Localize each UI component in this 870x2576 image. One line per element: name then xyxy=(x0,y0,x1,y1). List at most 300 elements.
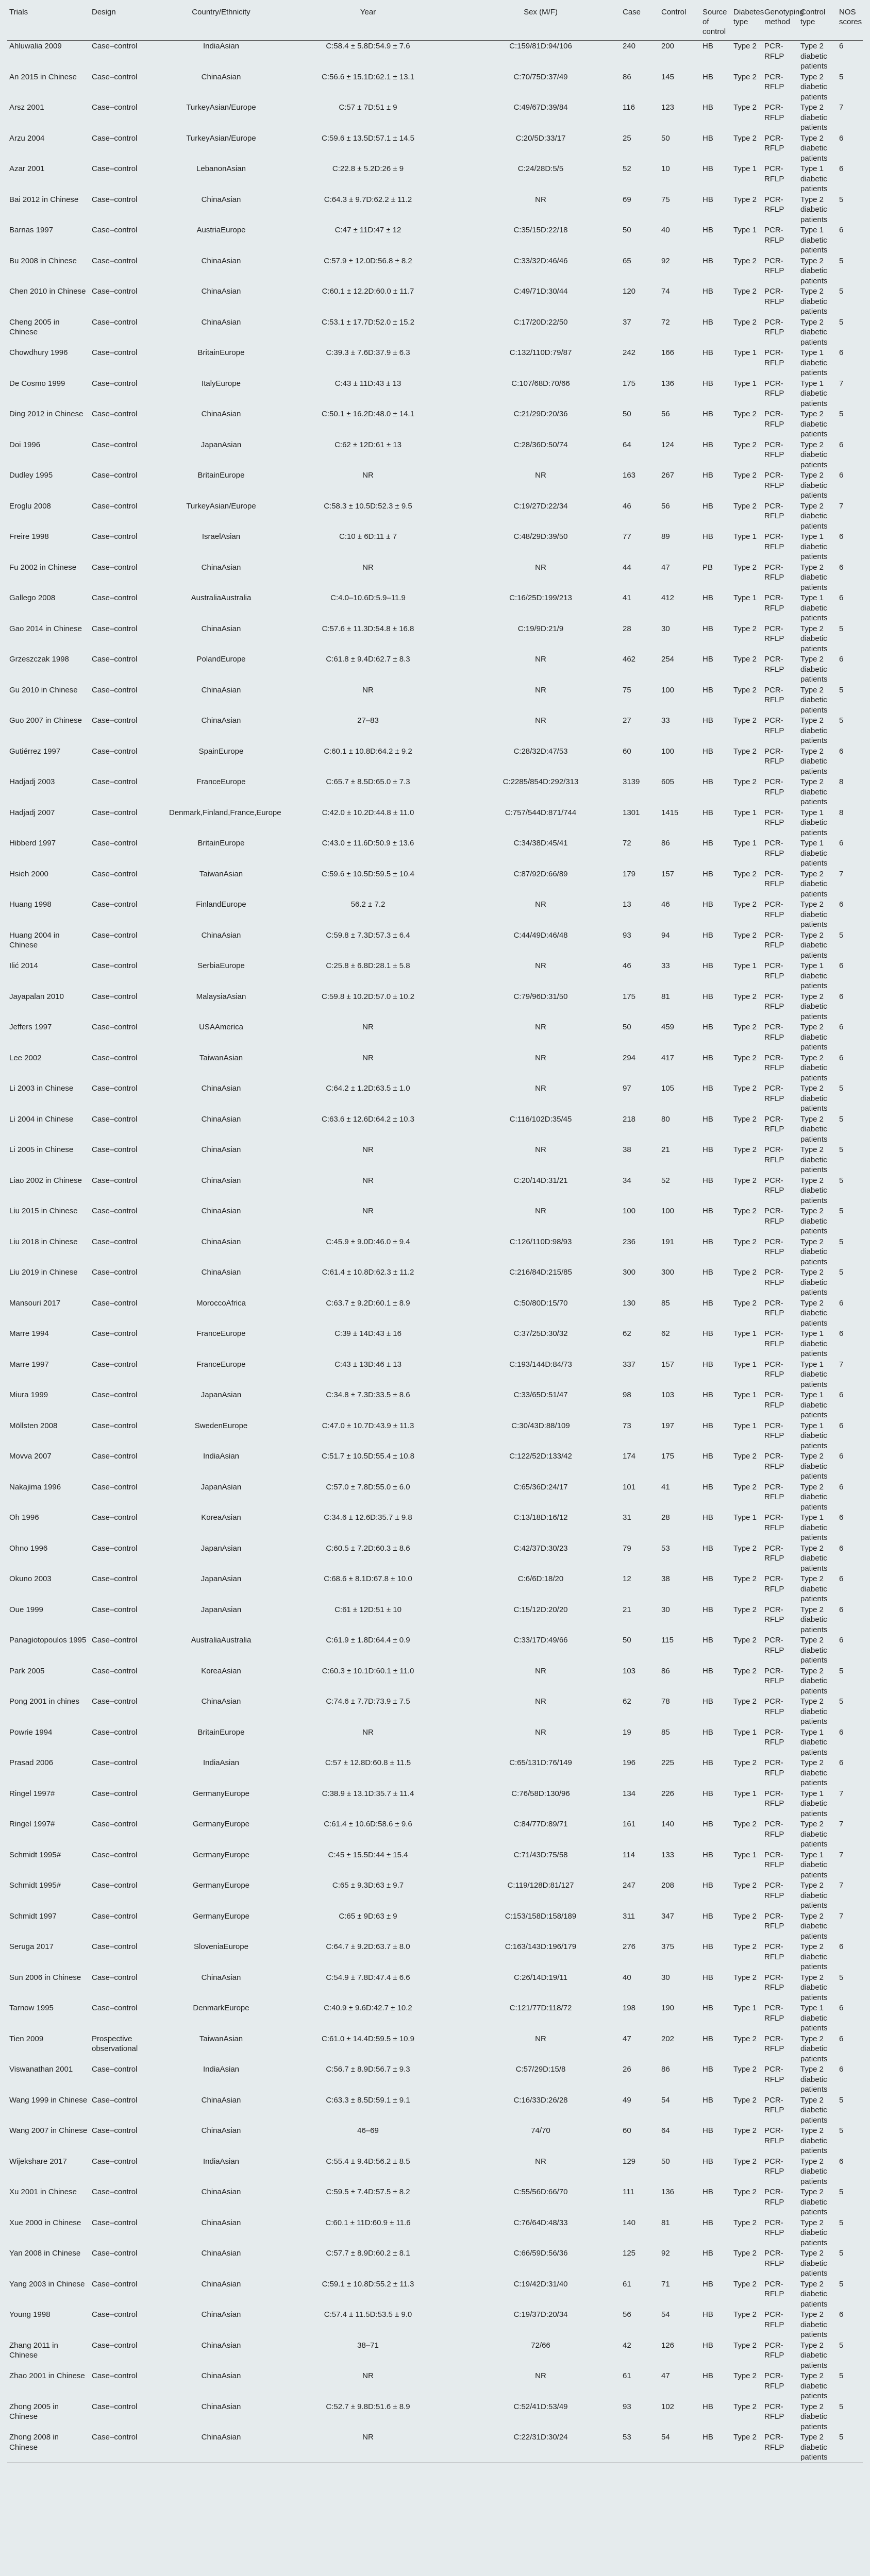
table-row xyxy=(7,1359,863,1390)
cell-diabetes-type: Type 2 xyxy=(733,1452,757,1461)
cell-nos: 8 xyxy=(839,808,844,817)
table-row xyxy=(7,2064,863,2095)
cell-nos: 5 xyxy=(839,1268,844,1277)
cell-control-type: Type 2 diabetic patients xyxy=(800,2310,828,2339)
cell-diabetes-type: Type 2 xyxy=(733,2310,757,2319)
cell-year: C:40.9 ± 9.6D:42.7 ± 10.2 xyxy=(324,2004,412,2012)
cell-diabetes-type: Type 2 xyxy=(733,2034,757,2043)
cell-genotyping: PCR-RFLP xyxy=(764,869,784,888)
cell-design: Case–control xyxy=(92,1758,138,1767)
table-row xyxy=(7,1666,863,1697)
cell-control-type: Type 2 diabetic patients xyxy=(800,1482,828,1512)
cell-design: Case–control xyxy=(92,1544,138,1553)
cell-diabetes-type: Type 2 xyxy=(733,2126,757,2135)
cell-genotyping: PCR-RFLP xyxy=(764,287,784,306)
cell-control-type: Type 2 diabetic patients xyxy=(800,1053,828,1082)
cell-year: C:39 ± 14D:43 ± 16 xyxy=(334,1329,401,1338)
cell-nos: 6 xyxy=(839,1391,844,1399)
header-design: Design xyxy=(90,5,167,41)
table-row xyxy=(7,899,863,930)
table-row xyxy=(7,439,863,470)
cell-design: Prospective observational xyxy=(92,2034,138,2053)
cell-country: ChinaAsian xyxy=(201,1237,241,1246)
table-row xyxy=(7,2309,863,2340)
cell-trial: Viswanathan 2001 xyxy=(9,2065,73,2074)
cell-genotyping: PCR-RFLP xyxy=(764,594,784,613)
cell-case: 72 xyxy=(623,839,631,848)
cell-nos: 5 xyxy=(839,2402,844,2411)
cell-diabetes-type: Type 2 xyxy=(733,1268,757,1277)
cell-control-type: Type 2 diabetic patients xyxy=(800,1881,828,1910)
cell-control: 140 xyxy=(661,1820,675,1828)
cell-genotyping: PCR-RFLP xyxy=(764,410,784,429)
cell-genotyping: PCR-RFLP xyxy=(764,2310,784,2329)
cell-design: Case–control xyxy=(92,1697,138,1706)
cell-design: Case–control xyxy=(92,1513,138,1522)
cell-genotyping: PCR-RFLP xyxy=(764,930,784,950)
cell-year: NR xyxy=(362,471,374,480)
cell-source: HB xyxy=(702,1911,713,1921)
cell-sex: C:126/110D:98/93 xyxy=(509,1237,572,1246)
cell-case: 125 xyxy=(623,2249,636,2258)
cell-nos: 5 xyxy=(839,2095,844,2105)
cell-control-type: Type 2 diabetic patients xyxy=(800,716,828,745)
table-row xyxy=(7,1175,863,1206)
cell-design: Case–control xyxy=(92,2188,138,2196)
cell-nos: 6 xyxy=(839,1482,844,1492)
cell-source: HB xyxy=(702,410,713,418)
header-source-of-control: Source of control xyxy=(700,5,731,41)
cell-control: 123 xyxy=(661,103,675,112)
cell-source: HB xyxy=(702,195,713,204)
cell-diabetes-type: Type 2 xyxy=(733,2249,757,2258)
cell-genotyping: PCR-RFLP xyxy=(764,1145,784,1164)
cell-country: JapanAsian xyxy=(200,1605,242,1614)
cell-diabetes-type: Type 1 xyxy=(733,379,757,388)
table-row xyxy=(7,102,863,133)
cell-year: C:61 ± 12D:51 ± 10 xyxy=(334,1605,401,1614)
cell-sex: C:122/52D:133/42 xyxy=(509,1452,572,1461)
header-genotyping-method: Genotyping method xyxy=(762,5,798,41)
cell-control: 136 xyxy=(661,379,675,388)
cell-trial: Dudley 1995 xyxy=(9,471,53,480)
table-row xyxy=(7,163,863,194)
table-row xyxy=(7,1053,863,1083)
cell-case: 61 xyxy=(623,2279,631,2289)
table-row xyxy=(7,1267,863,1298)
cell-country: BritainEurope xyxy=(197,471,245,480)
cell-sex: C:757/544D:871/744 xyxy=(505,808,577,817)
cell-genotyping: PCR-RFLP xyxy=(764,2095,784,2114)
table-row xyxy=(7,1604,863,1635)
table-row xyxy=(7,1911,863,1942)
cell-case: 120 xyxy=(623,287,636,296)
cell-trial: Bu 2008 in Chinese xyxy=(9,256,77,265)
cell-trial: Azar 2001 xyxy=(9,164,45,173)
cell-nos: 5 xyxy=(839,1666,844,1675)
cell-genotyping: PCR-RFLP xyxy=(764,1605,784,1624)
cell-genotyping: PCR-RFLP xyxy=(764,900,784,919)
cell-sex: 72/66 xyxy=(531,2341,550,2350)
cell-case: 97 xyxy=(623,1084,631,1093)
cell-sex: C:76/64D:48/33 xyxy=(513,2218,568,2227)
cell-country: SwedenEurope xyxy=(194,1421,248,1430)
cell-trial: Sun 2006 in Chinese xyxy=(9,1973,81,1982)
cell-country: ChinaAsian xyxy=(201,1145,241,1154)
cell-genotyping: PCR-RFLP xyxy=(764,808,784,827)
cell-trial: Li 2003 in Chinese xyxy=(9,1084,74,1093)
cell-sex: C:76/58D:130/96 xyxy=(511,1789,570,1798)
table-row xyxy=(7,2279,863,2310)
cell-sex: NR xyxy=(535,2371,546,2380)
cell-nos: 5 xyxy=(839,2188,844,2196)
cell-control: 92 xyxy=(661,256,670,265)
cell-control-type: Type 1 diabetic patients xyxy=(800,1850,828,1879)
cell-source: HB xyxy=(702,1513,713,1522)
cell-genotyping: PCR-RFLP xyxy=(764,2279,784,2298)
cell-nos: 5 xyxy=(839,2371,844,2380)
study-characteristics-table xyxy=(7,5,863,2463)
cell-design: Case–control xyxy=(92,379,138,388)
cell-country: TaiwanAsian xyxy=(199,869,243,878)
cell-control: 47 xyxy=(661,563,670,572)
cell-nos: 7 xyxy=(839,103,844,112)
cell-sex: C:28/32D:47/53 xyxy=(513,747,568,756)
cell-trial: Ohno 1996 xyxy=(9,1544,48,1553)
table-row xyxy=(7,1727,863,1758)
cell-sex: C:19/27D:22/34 xyxy=(513,501,568,511)
cell-case: 26 xyxy=(623,2065,631,2074)
cell-design: Case–control xyxy=(92,471,138,480)
table-row xyxy=(7,225,863,256)
cell-genotyping: PCR-RFLP xyxy=(764,1513,784,1532)
cell-diabetes-type: Type 2 xyxy=(733,1207,757,1215)
cell-case: 161 xyxy=(623,1820,636,1828)
cell-design: Case–control xyxy=(92,42,138,50)
cell-design: Case–control xyxy=(92,317,138,327)
cell-diabetes-type: Type 2 xyxy=(733,2188,757,2196)
cell-case: 65 xyxy=(623,256,631,265)
cell-sex: C:26/14D:19/11 xyxy=(514,1973,567,1982)
cell-sex: C:116/102D:35/45 xyxy=(509,1114,572,1124)
table-row xyxy=(7,347,863,378)
cell-control: 124 xyxy=(661,440,675,449)
cell-nos: 6 xyxy=(839,2065,844,2074)
cell-control-type: Type 2 diabetic patients xyxy=(800,1973,828,2002)
cell-diabetes-type: Type 1 xyxy=(733,1789,757,1798)
cell-control-type: Type 1 diabetic patients xyxy=(800,594,828,622)
table-row xyxy=(7,960,863,991)
cell-genotyping: PCR-RFLP xyxy=(764,1329,784,1348)
cell-design: Case–control xyxy=(92,348,138,357)
cell-genotyping: PCR-RFLP xyxy=(764,992,784,1011)
cell-trial: Yan 2008 in Chinese xyxy=(9,2249,81,2258)
cell-nos: 6 xyxy=(839,2157,844,2166)
cell-country: FranceEurope xyxy=(196,1360,246,1369)
cell-nos: 7 xyxy=(839,1911,844,1921)
cell-trial: Gao 2014 in Chinese xyxy=(9,624,82,633)
cell-nos: 5 xyxy=(839,2126,844,2135)
cell-design: Case–control xyxy=(92,1452,138,1461)
cell-year: C:58.4 ± 5.8D:54.9 ± 7.6 xyxy=(326,42,410,50)
cell-control: 56 xyxy=(661,501,670,511)
cell-country: AustraliaAustralia xyxy=(191,1636,252,1645)
cell-control-type: Type 1 diabetic patients xyxy=(800,1727,828,1757)
cell-control: 33 xyxy=(661,961,670,970)
cell-sex: C:37/25D:30/32 xyxy=(513,1329,568,1338)
cell-diabetes-type: Type 1 xyxy=(733,594,757,602)
cell-country: ChinaAsian xyxy=(201,1973,241,1982)
cell-diabetes-type: Type 2 xyxy=(733,2095,757,2105)
cell-source: HB xyxy=(702,1084,713,1093)
cell-year: C:34.6 ± 12.6D:35.7 ± 9.8 xyxy=(324,1513,412,1522)
cell-control: 72 xyxy=(661,317,670,327)
cell-diabetes-type: Type 2 xyxy=(733,2157,757,2166)
cell-genotyping: PCR-RFLP xyxy=(764,532,784,551)
cell-trial: Schmidt 1997 xyxy=(9,1911,57,1921)
cell-year: C:47.0 ± 10.7D:43.9 ± 11.3 xyxy=(322,1421,414,1430)
cell-genotyping: PCR-RFLP xyxy=(764,1391,784,1410)
cell-control-type: Type 2 diabetic patients xyxy=(800,501,828,531)
cell-case: 50 xyxy=(623,410,631,418)
cell-diabetes-type: Type 2 xyxy=(733,195,757,204)
cell-design: Case–control xyxy=(92,287,138,296)
cell-case: 174 xyxy=(623,1452,636,1461)
cell-year: 27–83 xyxy=(357,716,379,725)
cell-case: 129 xyxy=(623,2157,636,2166)
cell-trial: Wijekshare 2017 xyxy=(9,2157,67,2166)
cell-trial: Seruga 2017 xyxy=(9,1942,54,1951)
cell-case: 73 xyxy=(623,1421,631,1430)
cell-design: Case–control xyxy=(92,1881,138,1890)
cell-country: ChinaAsian xyxy=(201,72,241,81)
cell-year: C:61.8 ± 9.4D:62.7 ± 8.3 xyxy=(326,655,410,664)
cell-diabetes-type: Type 2 xyxy=(733,2218,757,2227)
cell-case: 93 xyxy=(623,930,631,940)
cell-country: ChinaAsian xyxy=(201,1084,241,1093)
cell-control-type: Type 2 diabetic patients xyxy=(800,410,828,438)
cell-nos: 5 xyxy=(839,685,844,694)
cell-nos: 7 xyxy=(839,869,844,878)
cell-nos: 5 xyxy=(839,1084,844,1093)
cell-control-type: Type 2 diabetic patients xyxy=(800,1636,828,1665)
cell-year: NR xyxy=(362,1207,374,1215)
cell-control: 92 xyxy=(661,2249,670,2258)
cell-control: 62 xyxy=(661,1329,670,1338)
cell-country: ChinaAsian xyxy=(201,317,241,327)
table-row xyxy=(7,72,863,103)
cell-control-type: Type 2 diabetic patients xyxy=(800,72,828,101)
cell-genotyping: PCR-RFLP xyxy=(764,72,784,91)
cell-nos: 5 xyxy=(839,2341,844,2350)
cell-country: FinlandEurope xyxy=(196,900,246,909)
cell-sex: C:20/14D:31/21 xyxy=(513,1176,568,1185)
cell-design: Case–control xyxy=(92,72,138,81)
cell-case: 60 xyxy=(623,747,631,756)
table-row xyxy=(7,1788,863,1819)
table-row xyxy=(7,2156,863,2187)
cell-control-type: Type 1 diabetic patients xyxy=(800,1421,828,1450)
cell-case: 77 xyxy=(623,532,631,541)
cell-year: NR xyxy=(362,563,374,572)
cell-genotyping: PCR-RFLP xyxy=(764,1298,784,1317)
cell-source: HB xyxy=(702,624,713,633)
cell-case: 462 xyxy=(623,655,636,664)
cell-trial: Hibberd 1997 xyxy=(9,839,56,848)
cell-year: C:74.6 ± 7.7D:73.9 ± 7.5 xyxy=(326,1697,410,1706)
cell-country: MalaysiaAsian xyxy=(196,992,246,1001)
cell-trial: Oue 1999 xyxy=(9,1605,43,1614)
table-row xyxy=(7,501,863,532)
cell-diabetes-type: Type 2 xyxy=(733,1973,757,1982)
cell-nos: 5 xyxy=(839,1973,844,1982)
cell-design: Case–control xyxy=(92,869,138,878)
cell-country: ChinaAsian xyxy=(201,685,241,694)
cell-control-type: Type 2 diabetic patients xyxy=(800,1574,828,1603)
cell-genotyping: PCR-RFLP xyxy=(764,1697,784,1716)
cell-case: 93 xyxy=(623,2402,631,2411)
cell-genotyping: PCR-RFLP xyxy=(764,501,784,520)
cell-case: 100 xyxy=(623,1207,636,1215)
cell-nos: 6 xyxy=(839,1574,844,1583)
cell-genotyping: PCR-RFLP xyxy=(764,2188,784,2207)
cell-trial: Liu 2018 in Chinese xyxy=(9,1237,78,1246)
cell-country: BritainEurope xyxy=(197,839,245,848)
cell-nos: 6 xyxy=(839,164,844,173)
cell-source: HB xyxy=(702,42,713,50)
cell-design: Case–control xyxy=(92,2157,138,2166)
cell-year: C:57.7 ± 8.9D:60.2 ± 8.1 xyxy=(326,2249,410,2258)
cell-design: Case–control xyxy=(92,1820,138,1828)
cell-year: C:64.7 ± 9.2D:63.7 ± 8.0 xyxy=(326,1942,410,1951)
cell-sex: C:6/6D:18/20 xyxy=(517,1574,564,1583)
cell-control: 126 xyxy=(661,2341,675,2350)
cell-diabetes-type: Type 2 xyxy=(733,410,757,418)
cell-design: Case–control xyxy=(92,2126,138,2135)
cell-year: C:42.0 ± 10.2D:44.8 ± 11.0 xyxy=(322,808,414,817)
cell-source: HB xyxy=(702,930,713,940)
cell-year: C:43.0 ± 11.6D:50.9 ± 13.6 xyxy=(322,839,414,848)
cell-control: 33 xyxy=(661,716,670,725)
cell-control-type: Type 1 diabetic patients xyxy=(800,348,828,377)
table-row xyxy=(7,1206,863,1236)
cell-control: 52 xyxy=(661,1176,670,1185)
cell-diabetes-type: Type 2 xyxy=(733,1145,757,1154)
cell-control-type: Type 2 diabetic patients xyxy=(800,747,828,776)
cell-control: 50 xyxy=(661,2157,670,2166)
cell-year: C:59.8 ± 10.2D:57.0 ± 10.2 xyxy=(322,992,414,1001)
cell-source: HB xyxy=(702,1727,713,1737)
cell-case: 179 xyxy=(623,869,636,878)
cell-control-type: Type 1 diabetic patients xyxy=(800,532,828,561)
cell-diabetes-type: Type 1 xyxy=(733,1421,757,1430)
cell-control-type: Type 2 diabetic patients xyxy=(800,256,828,285)
cell-year: C:60.5 ± 7.2D:60.3 ± 8.6 xyxy=(326,1544,410,1553)
cell-diabetes-type: Type 2 xyxy=(733,1758,757,1767)
cell-sex: C:24/28D:5/5 xyxy=(517,164,564,173)
cell-trial: Nakajima 1996 xyxy=(9,1482,61,1492)
table-row xyxy=(7,531,863,562)
cell-trial: Prasad 2006 xyxy=(9,1758,54,1767)
cell-trial: Ding 2012 in Chinese xyxy=(9,410,83,418)
table-row xyxy=(7,1144,863,1175)
cell-case: 130 xyxy=(623,1298,636,1308)
cell-control-type: Type 2 diabetic patients xyxy=(800,1697,828,1726)
cell-year: C:43 ± 13D:46 ± 13 xyxy=(334,1360,401,1369)
cell-country: ChinaAsian xyxy=(201,2249,241,2258)
cell-diabetes-type: Type 2 xyxy=(733,440,757,449)
cell-case: 47 xyxy=(623,2034,631,2043)
cell-control-type: Type 2 diabetic patients xyxy=(800,1758,828,1787)
cell-control-type: Type 2 diabetic patients xyxy=(800,471,828,500)
cell-country: PolandEurope xyxy=(196,655,246,664)
cell-design: Case–control xyxy=(92,747,138,756)
cell-country: GermanyEurope xyxy=(192,1850,250,1859)
cell-trial: Gu 2010 in Chinese xyxy=(9,685,78,694)
cell-case: 27 xyxy=(623,716,631,725)
cell-sex: C:2285/854D:292/313 xyxy=(503,777,579,786)
cell-case: 50 xyxy=(623,226,631,234)
cell-design: Case–control xyxy=(92,226,138,234)
table-row xyxy=(7,1512,863,1543)
cell-sex: C:42/37D:30/23 xyxy=(513,1544,568,1553)
table-row xyxy=(7,2095,863,2126)
cell-trial: De Cosmo 1999 xyxy=(9,379,65,388)
cell-trial: Ilić 2014 xyxy=(9,961,38,970)
cell-nos: 8 xyxy=(839,777,844,786)
table-header-row xyxy=(7,5,863,41)
cell-trial: Lee 2002 xyxy=(9,1053,42,1062)
cell-control-type: Type 2 diabetic patients xyxy=(800,2341,828,2370)
cell-year: C:60.3 ± 10.1D:60.1 ± 11.0 xyxy=(322,1666,414,1675)
cell-trial: Arsz 2001 xyxy=(9,103,44,112)
cell-control: 417 xyxy=(661,1053,675,1062)
cell-control: 74 xyxy=(661,287,670,296)
cell-year: C:65.7 ± 8.5D:65.0 ± 7.3 xyxy=(326,777,410,786)
cell-design: Case–control xyxy=(92,992,138,1001)
cell-year: C:50.1 ± 16.2D:48.0 ± 14.1 xyxy=(322,410,414,418)
cell-source: HB xyxy=(702,72,713,81)
cell-source: HB xyxy=(702,2402,713,2411)
cell-country: IsraelAsian xyxy=(202,532,241,541)
cell-control-type: Type 2 diabetic patients xyxy=(800,1452,828,1481)
cell-sex: C:21/29D:20/36 xyxy=(513,410,568,418)
table-row xyxy=(7,1543,863,1574)
cell-nos: 6 xyxy=(839,1452,844,1461)
cell-control-type: Type 1 diabetic patients xyxy=(800,1360,828,1389)
cell-year: C:57.9 ± 12.0D:56.8 ± 8.2 xyxy=(324,256,412,265)
cell-design: Case–control xyxy=(92,532,138,541)
cell-control: 21 xyxy=(661,1145,670,1154)
cell-country: BritainEurope xyxy=(197,348,245,357)
cell-control: 75 xyxy=(661,195,670,204)
cell-country: IndiaAsian xyxy=(203,1758,240,1767)
cell-sex: NR xyxy=(535,900,546,909)
cell-control: 605 xyxy=(661,777,675,786)
cell-trial: Marre 1994 xyxy=(9,1329,49,1338)
cell-source: PB xyxy=(702,563,713,572)
table-row xyxy=(7,654,863,685)
cell-diabetes-type: Type 2 xyxy=(733,1666,757,1675)
cell-sex: C:13/18D:16/12 xyxy=(513,1513,568,1522)
cell-genotyping: PCR-RFLP xyxy=(764,839,784,858)
cell-sex: C:70/75D:37/49 xyxy=(513,72,568,81)
cell-sex: NR xyxy=(535,2034,546,2043)
cell-genotyping: PCR-RFLP xyxy=(764,1114,784,1133)
cell-genotyping: PCR-RFLP xyxy=(764,2126,784,2145)
cell-nos: 6 xyxy=(839,1513,844,1522)
cell-source: HB xyxy=(702,1329,713,1338)
